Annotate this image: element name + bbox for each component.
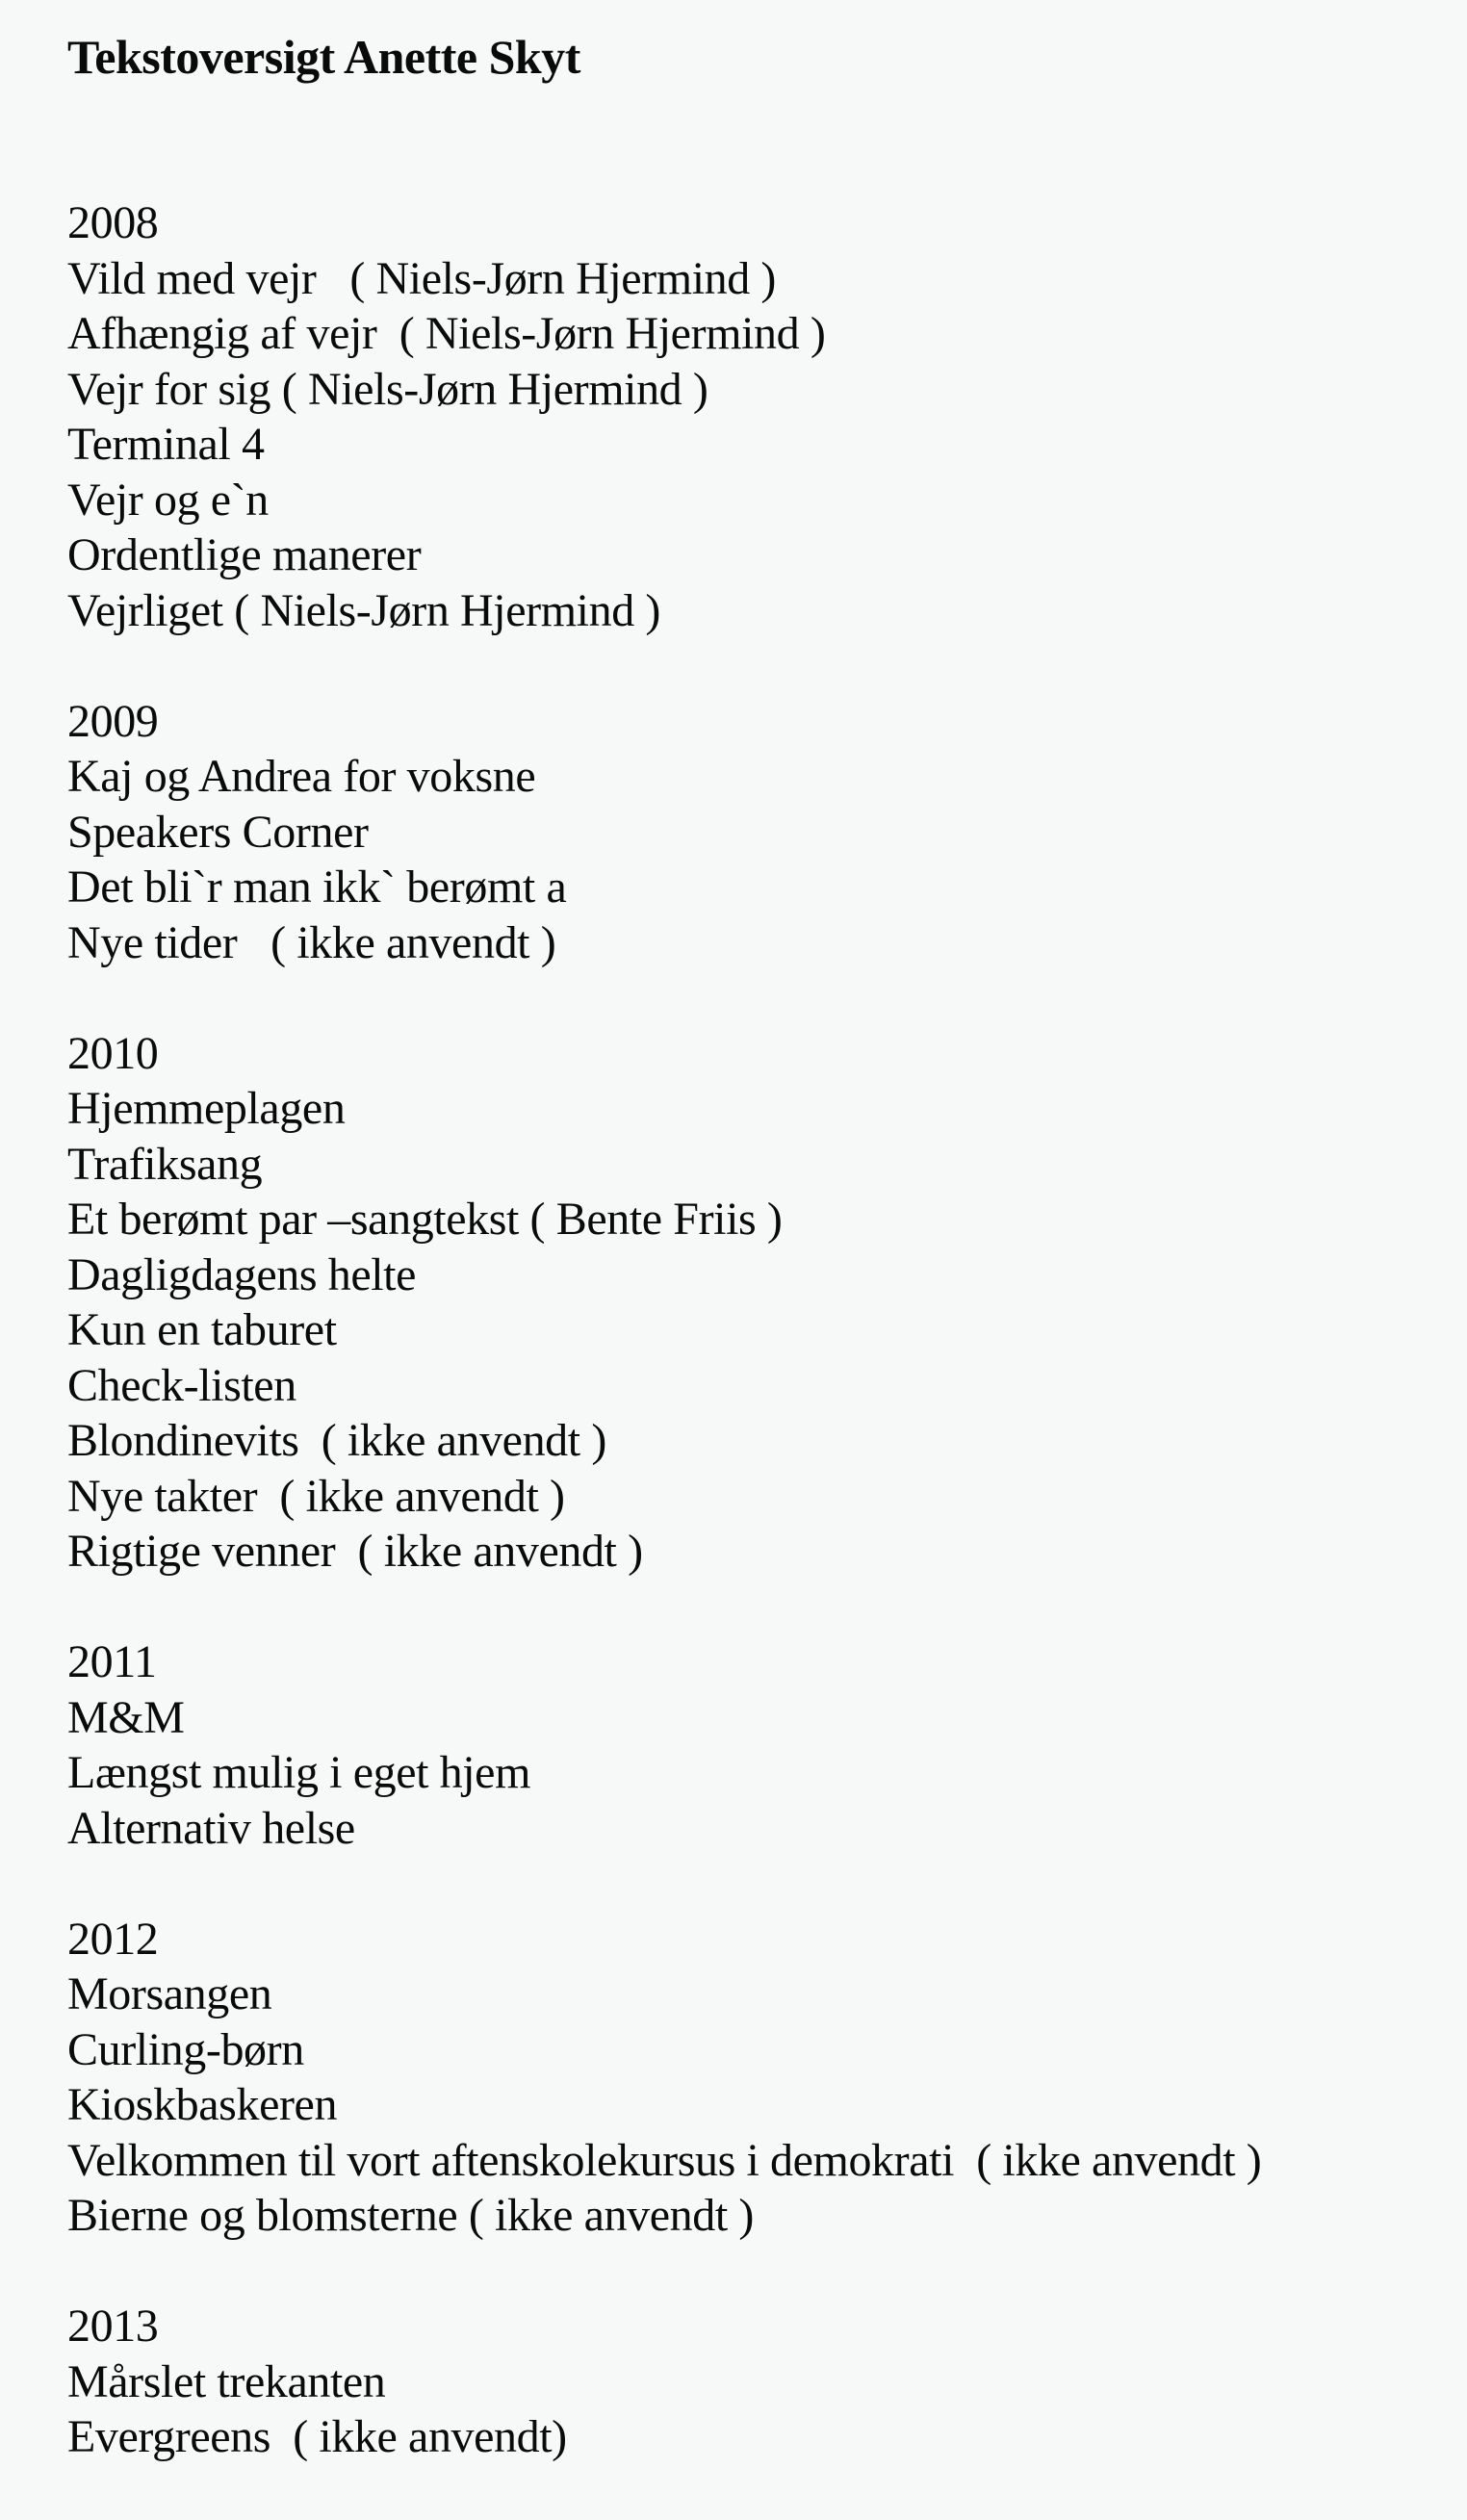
- text-item: Speakers Corner: [67, 806, 369, 858]
- text-item: Nye tider ( ikke anvendt ): [67, 916, 556, 968]
- text-item: Vejr og e`n: [67, 474, 269, 526]
- text-item: Curling-børn: [67, 2023, 304, 2075]
- year-heading: 2008: [67, 197, 159, 248]
- text-item: Det bli`r man ikk` berømt a: [67, 861, 567, 913]
- text-item: Hjemmeplagen: [67, 1083, 346, 1134]
- year-section-2011: [67, 1634, 1454, 1856]
- document-title: Tekstoversigt Anette Skyt: [67, 30, 580, 84]
- text-list: [67, 195, 1454, 2520]
- text-item: M&M: [67, 1691, 185, 1743]
- text-item: Kioskbaskeren: [67, 2079, 338, 2130]
- year-heading: 2012: [67, 1913, 159, 1965]
- text-item: Mårslet trekanten: [67, 2355, 386, 2407]
- text-item: Længst mulig i eget hjem: [67, 1747, 531, 1798]
- text-item: Velkommen til vort aftenskolekursus i demokrati ( ikke anvendt ): [67, 2134, 1262, 2186]
- text-item: Vejr for sig ( Niels-Jørn Hjermind ): [67, 363, 708, 415]
- year-section-2009: [67, 694, 1454, 971]
- year-section-2012: [67, 1912, 1454, 2244]
- text-item: Rigtige venner ( ikke anvendt ): [67, 1526, 643, 1577]
- year-section-2008: [67, 195, 1454, 638]
- year-heading: 2011: [67, 1636, 157, 1687]
- text-item: Trafiksang: [67, 1138, 263, 1190]
- text-item: Check-listen: [67, 1359, 296, 1411]
- year-section-2013: [67, 2299, 1454, 2465]
- text-item: Evergreens ( ikke anvendt): [67, 2411, 567, 2462]
- text-item: Vejrliget ( Niels-Jørn Hjermind ): [67, 584, 660, 636]
- text-item: Alternativ helse: [67, 1802, 355, 1854]
- text-item: Kaj og Andrea for voksne: [67, 751, 536, 802]
- text-item: Afhængig af vejr ( Niels-Jørn Hjermind ): [67, 308, 826, 359]
- year-heading: 2010: [67, 1027, 159, 1079]
- text-item: Bierne og blomsterne ( ikke anvendt ): [67, 2190, 754, 2241]
- text-item: Nye takter ( ikke anvendt ): [67, 1470, 565, 1522]
- text-item: Vild med vejr ( Niels-Jørn Hjermind ): [67, 252, 777, 304]
- text-item: Ordentlige manerer: [67, 529, 422, 580]
- text-item: Morsangen: [67, 1968, 272, 2019]
- text-item: Terminal 4: [67, 419, 265, 470]
- text-item: Kun en taburet: [67, 1304, 337, 1355]
- text-item: Et berømt par –sangtekst ( Bente Friis ): [67, 1194, 783, 1245]
- year-heading: 2013: [67, 2301, 159, 2352]
- year-section-2010: [67, 1026, 1454, 1580]
- text-item: Dagligdagens helte: [67, 1248, 417, 1300]
- year-heading: 2009: [67, 695, 159, 747]
- text-item: Blondinevits ( ikke anvendt ): [67, 1415, 606, 1466]
